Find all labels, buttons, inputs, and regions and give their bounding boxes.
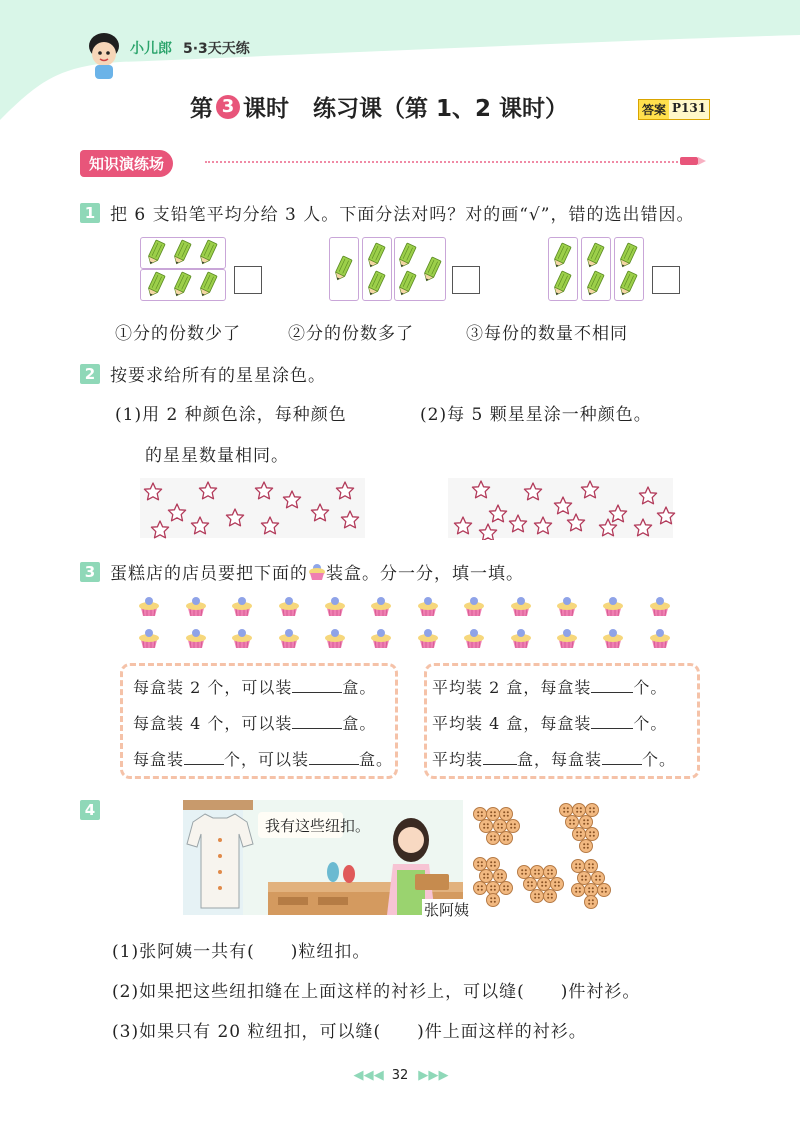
page-number: 32 <box>391 1068 409 1083</box>
brand-name: 小儿郎 <box>130 41 172 57</box>
answer-box[interactable] <box>234 266 262 294</box>
cupcake-grid <box>130 596 690 652</box>
answer-box[interactable] <box>452 266 480 294</box>
page-footer <box>340 1068 460 1083</box>
q2-sub1-line2: 的星星数量相同。 <box>145 446 289 466</box>
fill-blank[interactable] <box>591 678 633 693</box>
fill-blank[interactable] <box>591 714 633 729</box>
mascot-icon <box>80 30 128 80</box>
character-name: 张阿姨 <box>424 901 470 919</box>
q3-left-row-2: 每盒装 4 个，可以装 盒。 <box>133 714 377 733</box>
right-arrows-icon: ▶ ▶ ▶ <box>418 1068 447 1083</box>
pencil-icon <box>680 155 706 167</box>
q3-number: 3 <box>80 562 100 582</box>
q3-right-row-3: 平均装 盒，每盒装 个。 <box>432 750 677 769</box>
section-heading: 知识演练场 <box>80 150 173 177</box>
speech-bubble: 我有这些纽扣。 <box>265 817 371 835</box>
reason-1: ①分的份数少了 <box>115 324 241 344</box>
fill-blank[interactable] <box>292 678 342 693</box>
q2-sub1-line1: (1)用 2 种颜色涂，每种颜色 <box>115 405 347 425</box>
left-arrows-icon: ◀ ◀ ◀ <box>353 1068 382 1083</box>
lesson-number-badge: 3 <box>216 95 240 119</box>
fill-blank[interactable] <box>309 750 359 765</box>
fill-blank[interactable] <box>602 750 642 765</box>
q3-right-row-1: 平均装 2 盒，每盒装 个。 <box>432 678 668 697</box>
reason-3: ③每份的数量不相同 <box>466 324 628 344</box>
fill-blank[interactable] <box>184 750 224 765</box>
q1-number: 1 <box>80 203 100 223</box>
pencil-icon <box>329 237 449 299</box>
pencil-icon <box>140 237 224 299</box>
q2-line <box>80 361 326 386</box>
page-title: 第 3 课时 练习课（第 1、2 课时） <box>190 95 569 122</box>
answer-box[interactable] <box>652 266 680 294</box>
q3-line: 3 蛋糕店的店员要把下面的 装盒。分一分，填一填。 <box>80 559 524 584</box>
section-divider <box>205 161 685 163</box>
q1-text: 把 6 支铅笔平均分给 3 人。下面分法对吗？对的画“√”，错的选出错因。 <box>110 205 695 225</box>
star-group-left <box>140 478 370 540</box>
q3-right-row-2: 平均装 4 盒，每盒装 个。 <box>432 714 668 733</box>
cupcake-icon <box>308 563 326 581</box>
reason-2: ②分的份数多了 <box>288 324 414 344</box>
q4-item-1: (1)张阿姨一共有( )粒纽扣。 <box>112 942 371 962</box>
button-groups <box>466 800 626 912</box>
q3-left-row-3: 每盒装 个，可以装 盒。 <box>133 750 394 769</box>
q3-left-row-1: 每盒装 2 个，可以装 盒。 <box>133 678 377 697</box>
q1-line <box>80 200 694 225</box>
q4-item-2: (2)如果把这些纽扣缝在上面这样的衬衫上，可以缝( )件衬衫。 <box>112 982 641 1002</box>
fill-blank[interactable] <box>483 750 517 765</box>
star-group-right <box>448 478 678 540</box>
pencil-icon <box>548 237 644 299</box>
q2-text: 按要求给所有的星星涂色。 <box>110 366 326 386</box>
q4-item-3: (3)如果只有 20 粒纽扣，可以缝( )件上面这样的衬衫。 <box>112 1022 587 1042</box>
q2-number: 2 <box>80 364 100 384</box>
answer-tag[interactable]: 答案 P131 <box>638 99 710 120</box>
q2-sub2: (2)每 5 颗星星涂一种颜色。 <box>420 405 652 425</box>
series-name: 5·3天天练 <box>183 41 250 57</box>
fill-blank[interactable] <box>292 714 342 729</box>
q4-number: 4 <box>80 800 100 820</box>
